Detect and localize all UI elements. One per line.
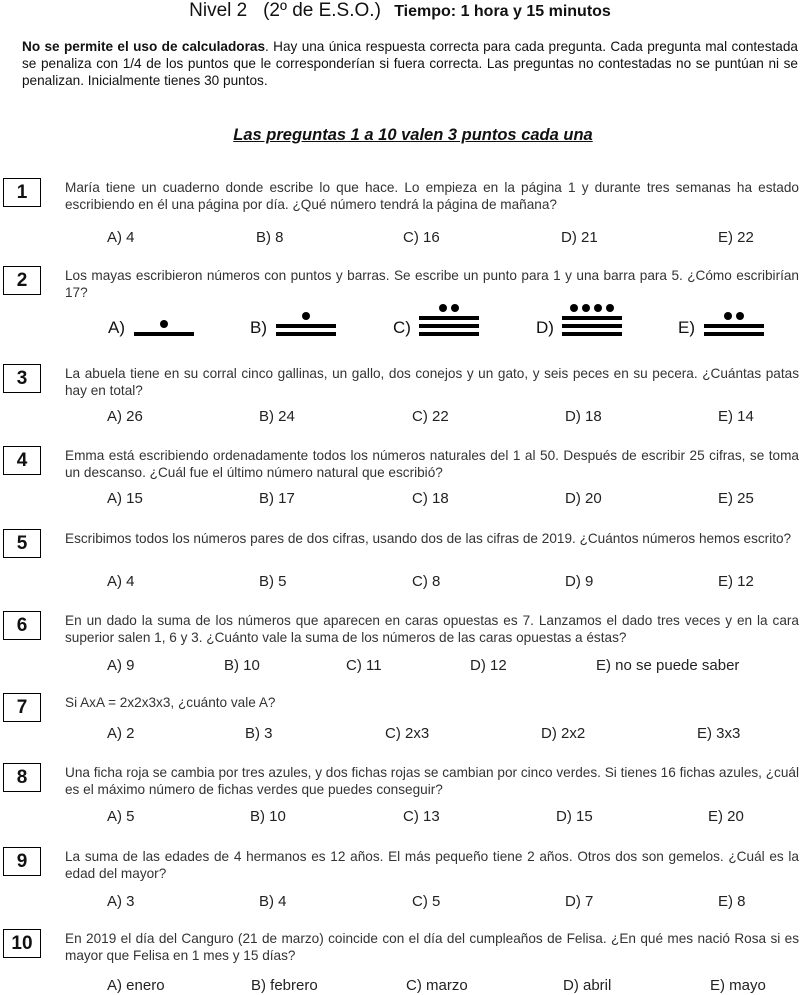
question-text: Si AxA = 2x2x3x3, ¿cuánto vale A?	[65, 695, 276, 710]
answer-option[interactable]: B) 8	[256, 229, 284, 246]
maya-bar	[419, 316, 479, 320]
question-text: En 2019 el día del Canguro (21 de marzo) coincide con el día del cumpleaños de Felisa. ¿En qué mes nació Rosa si es mayor que Felisa en 1 mes y 15 días?	[65, 931, 799, 963]
instructions	[22, 38, 798, 89]
question-number: 1	[3, 178, 41, 207]
answer-option[interactable]: A) 5	[107, 808, 135, 825]
question-number: 3	[3, 364, 41, 393]
maya-dot	[606, 304, 614, 312]
option-label: E)	[678, 318, 695, 337]
answer-option[interactable]: C) 2x3	[385, 725, 430, 742]
question-text: Emma está escribiendo ordenadamente todos los números naturales del 1 al 50. Después de escribir 25 cifras, se toma un descanso. ¿Cuál fue el último número natural que escribió?	[65, 448, 799, 480]
option-label: C)	[393, 318, 411, 337]
maya-dot	[724, 312, 732, 320]
answer-option[interactable]: D) 21	[561, 229, 598, 246]
answer-option[interactable]: D) 9	[565, 573, 594, 590]
question-number: 8	[3, 763, 41, 792]
maya-dot	[594, 304, 602, 312]
question-text: En un dado la suma de los números que aparecen en caras opuestas es 7. Lanzamos el dado tres veces y en la cara superior salen 1, 6 y 3. ¿Cuánto vale la suma de los números de las caras opuestas a éstas?	[65, 613, 799, 645]
section-title: Las preguntas 1 a 10 valen 3 puntos cada una	[233, 126, 593, 144]
answer-option[interactable]: A) 3	[107, 893, 135, 910]
question-text: Los mayas escribieron números con puntos y barras. Se escribe un punto para 1 y una barra para 5. ¿Cómo escribirían 17?	[65, 268, 799, 300]
answer-option[interactable]: E) 3x3	[697, 725, 741, 742]
answer-option[interactable]: D) 7	[565, 893, 594, 910]
question-number: 4	[3, 446, 41, 475]
maya-dot	[439, 304, 447, 312]
answer-option[interactable]: A) 26	[107, 408, 143, 425]
answer-option[interactable]: C) 22	[412, 408, 449, 425]
answer-option[interactable]: E) no se puede saber	[596, 657, 740, 674]
exam-title	[0, 0, 800, 22]
answer-option[interactable]: C) 16	[403, 229, 440, 246]
maya-bar	[134, 332, 194, 336]
question-text: La abuela tiene en su corral cinco gallinas, un gallo, dos conejos y un gato, y seis peces en su pecera. ¿Cuántas patas hay en total?	[65, 366, 799, 398]
maya-bar	[562, 332, 622, 336]
answer-option[interactable]: D) 18	[565, 408, 602, 425]
maya-bar	[704, 324, 764, 328]
question-text: Escribimos todos los números pares de dos cifras, usando dos de las cifras de 2019. ¿Cuántos números hemos escrito?	[65, 531, 792, 546]
question-number: 5	[3, 529, 41, 558]
maya-bar	[419, 324, 479, 328]
question-number: 6	[3, 611, 41, 640]
option-label: D)	[536, 318, 554, 337]
question-text: María tiene un cuaderno donde escribe lo que hace. Lo empieza en la página 1 y durante tres semanas ha estado escribiendo en él una página por día. ¿Qué número tendrá la página de mañana?	[65, 180, 799, 212]
answer-option[interactable]: E) mayo	[710, 977, 766, 994]
maya-dot	[582, 304, 590, 312]
answer-option[interactable]: B) 10	[250, 808, 286, 825]
answer-option[interactable]: E) 25	[718, 490, 754, 507]
answer-option[interactable]: D) 15	[556, 808, 593, 825]
answer-option[interactable]: A) enero	[107, 977, 165, 994]
instructions-bold: No se permite el uso de calculadoras	[22, 39, 266, 54]
question-number: 7	[3, 693, 41, 722]
answer-option[interactable]: D) 20	[565, 490, 602, 507]
answer-option[interactable]: D) abril	[563, 977, 612, 994]
answer-option[interactable]: A) 9	[107, 657, 135, 674]
maya-dot	[160, 320, 168, 328]
answer-option[interactable]: C) 5	[412, 893, 441, 910]
answer-option[interactable]: D) 2x2	[541, 725, 586, 742]
answer-option[interactable]: B) 10	[224, 657, 260, 674]
answer-option[interactable]: B) 3	[245, 725, 273, 742]
answer-option[interactable]: A) 4	[107, 229, 135, 246]
answer-option[interactable]: C) 18	[412, 490, 449, 507]
answer-option[interactable]: B) 5	[259, 573, 287, 590]
instructions-text: . Hay una única respuesta correcta para cada pregunta. Cada pregunta mal contestada se penaliza con 1/4 de los puntos que le corresponderían si fuera correcta. Las preguntas no contestadas no se puntúan ni se penalizan. Inicialmente tienes 30 puntos.	[22, 39, 798, 88]
answer-option[interactable]: E) 8	[718, 893, 746, 910]
answer-option[interactable]: B) febrero	[251, 977, 318, 994]
maya-dot	[451, 304, 459, 312]
answer-option[interactable]: E) 12	[718, 573, 754, 590]
question-text: La suma de las edades de 4 hermanos es 12 años. El más pequeño tiene 2 años. Otros dos son gemelos. ¿Cuál es la edad del mayor?	[65, 849, 799, 881]
maya-bar	[562, 316, 622, 320]
answer-option[interactable]: C) marzo	[406, 977, 468, 994]
answer-option[interactable]: D) 12	[470, 657, 507, 674]
question-number: 10	[3, 929, 41, 958]
maya-bar	[276, 324, 336, 328]
maya-dot	[302, 312, 310, 320]
answer-option[interactable]: B) 4	[259, 893, 287, 910]
level-title: Nivel 2 (2º de E.S.O.)	[189, 0, 381, 21]
maya-bar	[419, 332, 479, 336]
answer-option[interactable]: E) 22	[718, 229, 754, 246]
time-limit: Tiempo: 1 hora y 15 minutos	[394, 3, 611, 20]
answer-option[interactable]: C) 13	[403, 808, 440, 825]
answer-option[interactable]: A) 4	[107, 573, 135, 590]
answer-option[interactable]: C) 8	[412, 573, 441, 590]
answer-option[interactable]: E) 20	[708, 808, 744, 825]
maya-dot	[570, 304, 578, 312]
question-number: 9	[3, 847, 41, 876]
answer-option[interactable]: B) 17	[259, 490, 295, 507]
answer-option[interactable]: E) 14	[718, 408, 754, 425]
maya-bar	[562, 324, 622, 328]
maya-dot	[736, 312, 744, 320]
maya-bar	[704, 332, 764, 336]
maya-bar	[276, 332, 336, 336]
answer-option[interactable]: C) 11	[346, 657, 382, 674]
option-label: B)	[250, 318, 267, 337]
question-number: 2	[3, 266, 41, 295]
option-label: A)	[108, 318, 125, 337]
question-text: Una ficha roja se cambia por tres azules, y dos fichas rojas se cambian por cinco verdes. Si tienes 16 fichas azules, ¿cuál es el máximo número de fichas verdes que puedes conseguir?	[65, 765, 799, 797]
answer-option[interactable]: B) 24	[259, 408, 295, 425]
answer-option[interactable]: A) 2	[107, 725, 135, 742]
answer-option[interactable]: A) 15	[107, 490, 143, 507]
